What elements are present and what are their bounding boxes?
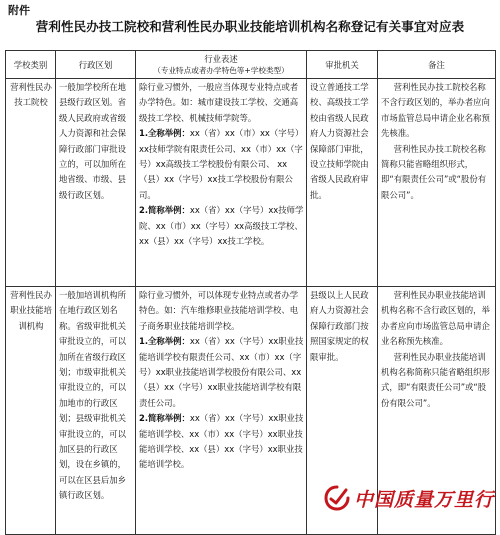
example-short-text: xx（省）xx（字号）xx职业技能培训学校、xx（市）xx（字号）xx职业技能培训学校、xx（县）xx（字号）xx职业技能培训学校。	[139, 413, 304, 470]
example-short-label: 2.简称举例：	[139, 205, 190, 216]
header-category: 学校类别	[6, 51, 56, 79]
row-industry	[136, 287, 307, 535]
attachment-label: 附件	[8, 4, 30, 17]
header-division: 行政区划	[56, 51, 136, 79]
example-short-text: xx（省）xx（字号）xx技师学院、xx（市）xx（字号）xx高级技工学校、xx（县）xx（字号）xx技工学校。	[139, 205, 304, 247]
example-full-label: 1.全称举例：	[139, 336, 190, 347]
row-category: 营利性民办职业技能培训机构	[6, 287, 56, 535]
industry-intro: 除行业习惯外，一般应当体现专业特点或者办学特色。如：城市建设技工学校、交通高级技工学校、机械技师学院等。	[139, 82, 299, 123]
china-quality-logo-icon	[324, 485, 350, 511]
page-title: 营利性民办技工院校和营利性民办职业技能培训机构名称登记有关事宜对应表	[35, 19, 465, 34]
table-row	[6, 79, 496, 287]
header-approver: 审批机关	[307, 51, 378, 79]
row-approver: 设立普通技工学校、高级技工学校由省级人民政府人力资源社会保障部门审批，设立技师学院由省级人民政府审批。	[307, 79, 378, 287]
row-industry	[136, 79, 307, 287]
row-division: 一般加学校所在地县级行政区划。省级人民政府或省级人力资源和社会保障行政部门审批设立的，可以加所在地省级、市级、县级行政区划。	[56, 79, 136, 287]
header-industry-subtitle: （专业特点或者办学特色等+学校类型）	[153, 66, 289, 75]
example-full-text: xx（省）xx（字号）xx职业技能培训学校有限责任公司、xx（市）xx（字号）xx职业技能培训学校股份有限公司、xx（县）xx（字号）xx职业技能培训学校有限责任公司。	[139, 336, 304, 408]
header-industry	[136, 51, 307, 79]
remark-prequalification: 营利性民办技工院校名称不含行政区划的，举办者应向市场监管总局申请企业名称预先核准。	[381, 82, 490, 139]
header-industry-label: 行业表述	[204, 54, 238, 64]
row-approver: 县级以上人民政府人力资源社会保障行政部门按照国家规定的权限审批。	[307, 287, 378, 535]
remark-prequalification: 营利性民办职业技能培训机构名称不含行政区划的，举办者应向市场监管总局申请企业名称预先核准。	[381, 290, 490, 347]
row-category: 营利性民办技工院校	[6, 79, 56, 287]
example-full-label: 1.全称举例：	[139, 128, 190, 139]
example-short-label: 2.简称举例：	[139, 413, 190, 424]
row-division: 一般加培训机构所在地行政区划名称。省级审批机关审批设立的，可以加所在省级行政区划；市级审批机关审批设立的，可以加地市的行政区划；县级审批机关审批设立的，可以加区县的行政区划，设在乡镇的，可以在区县后加乡镇行政区划。	[56, 287, 136, 535]
watermark-text: 中国质量万里行	[353, 488, 494, 511]
row-remarks	[378, 79, 496, 287]
example-full-text: xx（省）xx（市）xx（字号）xx技师学院有限责任公司、xx（市）xx（字号）xx高级技工学校股份有限公司、 xx（县）xx（字号）xx技工学校股份有限公司。	[139, 128, 304, 200]
correspondence-table	[5, 50, 496, 535]
industry-intro: 除行业习惯外，可以体现专业特点或者办学特色。如：汽车维修职业技能培训学校、电子商务职业技能培训学校。	[139, 290, 299, 331]
header-remarks: 备注	[378, 51, 496, 79]
watermark	[324, 484, 494, 512]
remark-abbreviation: 营利性民办职业技能培训机构名称简称只能省略组织形式，即“有限责任公司”或“股份有限公司”。	[381, 351, 490, 408]
table-header-row	[6, 51, 496, 79]
remark-abbreviation: 营利性民办技工院校名称简称只能省略组织形式，即“有限责任公司”或“股份有限公司”。	[381, 143, 487, 200]
